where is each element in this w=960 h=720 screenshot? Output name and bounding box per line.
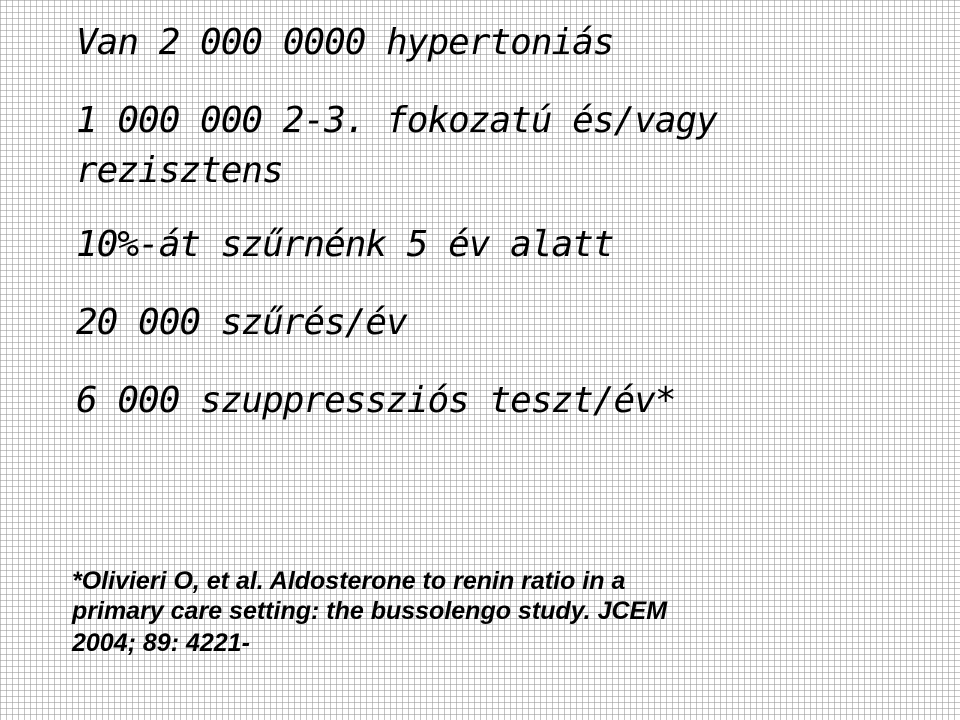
- reference-line-3: 2004; 89: 4221-: [72, 629, 250, 657]
- line-hypertensive-count: Van 2 000 0000 hypertoniás: [76, 22, 614, 63]
- reference-line-2: primary care setting: the bussolengo study. JCEM: [72, 597, 668, 625]
- line-screenings-per-year: 20 000 szűrés/év: [76, 302, 407, 343]
- line-screening-percent: 10%-át szűrnénk 5 év alatt: [76, 224, 614, 265]
- line-grade-resistant-continued: rezisztens: [76, 150, 283, 191]
- reference-line-1: *Olivieri O, et al. Aldosterone to renin ratio in a: [72, 567, 626, 595]
- line-suppression-tests: 6 000 szuppressziós teszt/év*: [76, 380, 676, 421]
- line-grade-resistant: 1 000 000 2-3. fokozatú és/vagy: [76, 100, 717, 141]
